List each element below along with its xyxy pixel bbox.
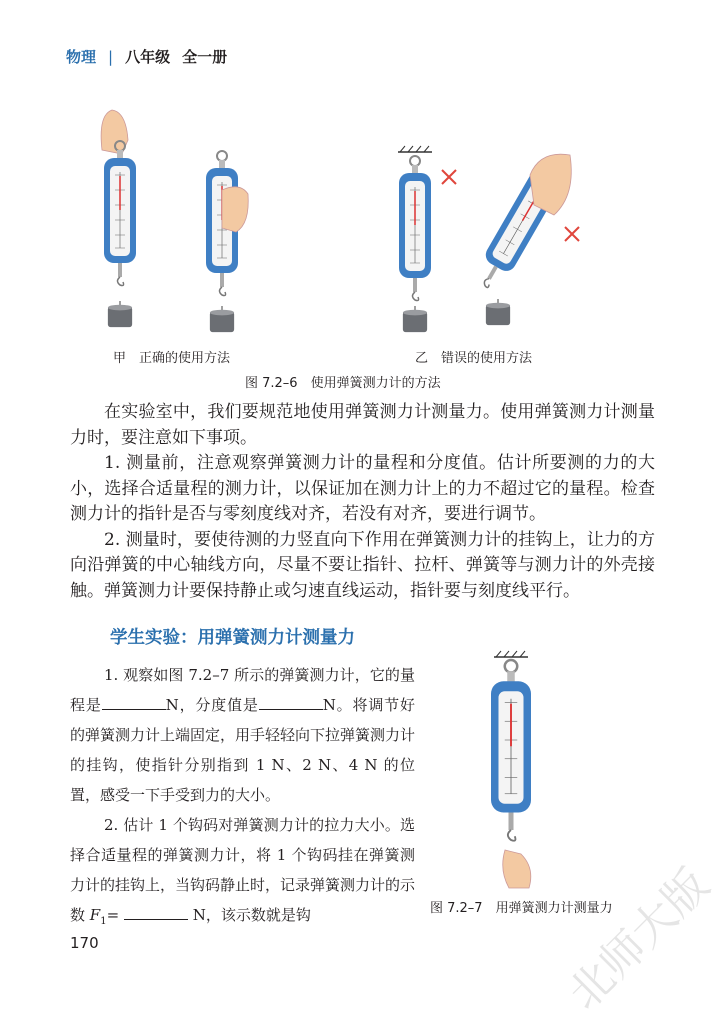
range-blank[interactable] bbox=[102, 695, 166, 710]
wrong-mark-icon bbox=[565, 227, 579, 241]
hand-icon bbox=[222, 187, 248, 232]
header-separator: | bbox=[108, 48, 114, 66]
weight-icon bbox=[108, 301, 132, 327]
header-grade: 八年级 bbox=[125, 48, 171, 66]
experiment-heading: 学生实验：用弹簧测力计测量力 bbox=[110, 628, 355, 648]
figure-caption-7-2-7: 图 7.2–7 用弹簧测力计测量力 bbox=[430, 901, 613, 916]
subfigure-label-wrong: 乙 错误的使用方法 bbox=[415, 351, 533, 366]
watermark: 北师大版 bbox=[558, 859, 719, 1020]
ceiling-icon bbox=[398, 146, 432, 152]
wrong-mark-icon bbox=[442, 170, 456, 184]
force-symbol: F bbox=[89, 906, 101, 924]
spring-scale-wrong-1 bbox=[399, 156, 431, 301]
page-number: 170 bbox=[70, 934, 99, 952]
paragraph-while-measuring: 2. 测量时，要使待测的力竖直向下作用在弹簧测力计的挂钩上，让力的方向沿弹簧的中心轴线方向，尽量不要让指针、拉杆、弹簧等与测力计的外壳接触。弹簧测力计要保持静止或匀速直线运动，指针要与刻度线平行。 bbox=[70, 529, 655, 601]
experiment-step-1 bbox=[70, 660, 415, 810]
experiment-step-2 bbox=[70, 810, 415, 930]
weight-icon bbox=[486, 299, 510, 325]
step1-text-a: 1. 观察如图 7.2–7 所示的弹簧测力计，它的量程是 bbox=[70, 666, 415, 714]
step1-text-b: N，分度值是 bbox=[165, 696, 259, 714]
body-flow bbox=[70, 400, 655, 952]
step1-text-c: N。将调节好的弹簧测力计上端固定，用手轻轻向下拉弹簧测力计的挂钩，使指针分别指到 1 N、2 N、4 N 的位置，感受一下手受到力的大小。 bbox=[70, 696, 416, 804]
spring-scale-correct-1 bbox=[104, 141, 136, 286]
header-subject: 物理 bbox=[66, 48, 97, 66]
header-volume: 全一册 bbox=[182, 48, 228, 66]
equals-sign: = bbox=[106, 906, 124, 924]
paragraph-intro: 在实验室中，我们要规范地使用弹簧测力计测量力。使用弹簧测力计测量力时，要注意如下事项。 bbox=[70, 402, 655, 448]
paragraph-before-measuring: 1. 测量前，注意观察弹簧测力计的量程和分度值。估计所要测的力的大小，选择合适量程的测力计，以保证加在测力计上的力不超过它的量程。检查测力计的指针是否与零刻度线对齐，若没有对齐，要进行调节。 bbox=[70, 453, 655, 524]
step2-text-b: N，该示数就是钩 bbox=[187, 906, 311, 924]
f1-blank[interactable] bbox=[124, 905, 188, 920]
weight-icon bbox=[403, 306, 427, 332]
step2-text-a: 2. 估计 1 个钩码对弹簧测力计的拉力大小。选择合适量程的弹簧测力计，将 1 个钩码挂在弹簧测力计的挂钩上，当钩码静止时，记录弹簧测力计的示数 bbox=[70, 816, 416, 924]
subfigure-label-correct: 甲 正确的使用方法 bbox=[113, 351, 231, 366]
figure-caption-7-2-6: 图 7.2–6 使用弹簧测力计的方法 bbox=[245, 376, 441, 391]
division-blank[interactable] bbox=[259, 695, 323, 710]
hand-icon bbox=[530, 154, 571, 215]
weight-icon bbox=[210, 306, 234, 332]
force-subscript: 1 bbox=[100, 916, 107, 927]
